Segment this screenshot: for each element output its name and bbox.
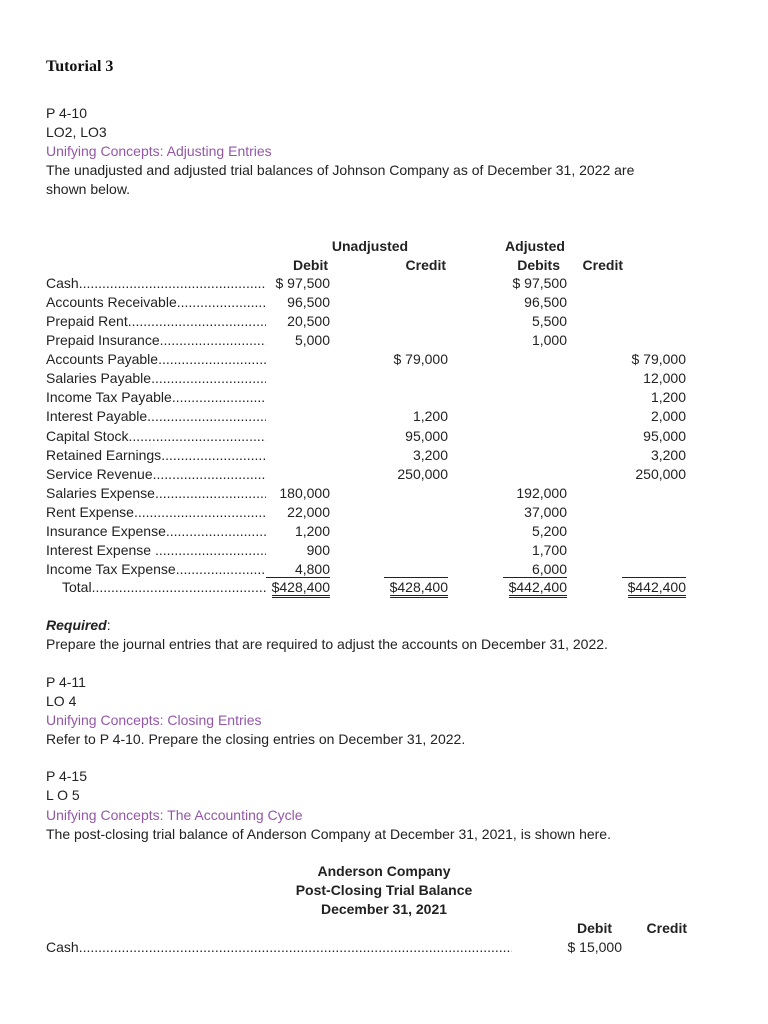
problem-description: The post-closing trial balance of Anderson Company at December 31, 2021, is shown here.	[46, 826, 611, 842]
unadjusted-debit-cell: 1,200	[294, 523, 330, 539]
problem-code: P 4-10	[46, 105, 87, 121]
total-label: Total .....	[46, 578, 266, 597]
header-adjusted-debits: Debits	[517, 257, 560, 273]
unadjusted-debit-cell: 4,800	[294, 561, 330, 577]
header-adjusted-credit: Credit	[582, 257, 623, 273]
adjusted-credit-cell: 12,000	[643, 370, 686, 386]
unadjusted-debit-cell: 20,500	[287, 313, 330, 329]
adjusted-debit-cell: 192,000	[516, 485, 567, 501]
account-label: Cash .....	[46, 274, 266, 293]
unadjusted-debit-cell: 180,000	[279, 485, 330, 501]
adjusted-debit-cell: 5,500	[531, 313, 567, 329]
header-unadjusted-debit: Debit	[293, 257, 328, 273]
account-label: Salaries Expense .....	[46, 484, 266, 503]
problem-topic: Unifying Concepts: The Accounting Cycle	[46, 807, 303, 823]
header-credit: Credit	[646, 920, 687, 936]
adjusted-credit-cell: 1,200	[650, 389, 686, 405]
account-label: Accounts Payable .....	[46, 350, 266, 369]
problem-code: P 4-11	[46, 674, 86, 690]
adjusted-credit-cell: 2,000	[650, 408, 686, 424]
account-label: Prepaid Rent .....	[46, 312, 266, 331]
total-unadjusted-credit: $428,400	[390, 579, 448, 598]
unadjusted-credit-cell: $ 79,000	[393, 351, 448, 367]
account-label: Interest Payable .....	[46, 407, 266, 426]
unadjusted-debit-cell: $ 97,500	[275, 275, 330, 291]
adjusted-debit-cell: 1,000	[531, 332, 567, 348]
account-label: Income Tax Expense .....	[46, 560, 266, 579]
adjusted-credit-cell: 3,200	[650, 447, 686, 463]
adjusted-debit-cell: 1,700	[531, 542, 567, 558]
unadjusted-credit-cell: 95,000	[405, 428, 448, 444]
adjusted-credit-cell: 250,000	[635, 466, 686, 482]
problem-description-line2: shown below.	[46, 181, 131, 197]
adjusted-credit-cell: $ 79,000	[631, 351, 686, 367]
account-label-cash: Cash .....	[46, 938, 512, 957]
total-adjusted-credit: $442,400	[628, 579, 686, 598]
adjusted-debit-cell: $ 97,500	[512, 275, 567, 291]
account-label: Rent Expense .....	[46, 503, 266, 522]
learning-objectives: LO2, LO3	[46, 124, 107, 140]
learning-objectives: LO 4	[46, 693, 77, 709]
account-label: Accounts Receivable .....	[46, 293, 266, 312]
problem-topic: Unifying Concepts: Closing Entries	[46, 712, 262, 728]
unadjusted-debit-cell: 900	[306, 542, 330, 558]
account-label: Salaries Payable .....	[46, 369, 266, 388]
statement-date: December 31, 2021	[320, 901, 448, 917]
total-unadjusted-debit: $428,400	[272, 579, 330, 598]
required-text: Prepare the journal entries that are required to adjust the accounts on December 31, 2022.	[46, 636, 608, 652]
required-heading: Required:	[46, 617, 111, 633]
header-debit: Debit	[577, 920, 612, 936]
page-title: Tutorial 3	[46, 58, 114, 75]
unadjusted-debit-cell: 5,000	[294, 332, 330, 348]
unadjusted-credit-cell: 1,200	[412, 408, 448, 424]
header-unadjusted-credit: Credit	[405, 257, 446, 273]
unadjusted-credit-cell: 3,200	[412, 447, 448, 463]
total-adjusted-debit: $442,400	[509, 579, 567, 598]
problem-topic: Unifying Concepts: Adjusting Entries	[46, 143, 272, 159]
account-label: Capital Stock .....	[46, 427, 266, 446]
problem-description-line1: The unadjusted and adjusted trial balances of Johnson Company as of December 31, 2022 are	[46, 162, 635, 178]
adjusted-debit-cell: 37,000	[524, 504, 567, 520]
account-label: Insurance Expense .....	[46, 522, 266, 541]
unadjusted-debit-cell: 96,500	[287, 294, 330, 310]
account-label: Retained Earnings .....	[46, 446, 266, 465]
problem-code: P 4-15	[46, 768, 87, 784]
adjusted-debit-cell: 5,200	[531, 523, 567, 539]
adjusted-debit-cell: 96,500	[524, 294, 567, 310]
unadjusted-debit-cell: 22,000	[287, 504, 330, 520]
account-label: Income Tax Payable .....	[46, 388, 266, 407]
cash-debit: $ 15,000	[567, 939, 622, 955]
header-adjusted: Adjusted	[505, 238, 565, 254]
unadjusted-credit-cell: 250,000	[397, 466, 448, 482]
account-label: Prepaid Insurance .....	[46, 331, 266, 350]
statement-name: Post-Closing Trial Balance	[295, 882, 473, 898]
company-name: Anderson Company	[317, 863, 451, 879]
problem-description: Refer to P 4-10. Prepare the closing entries on December 31, 2022.	[46, 731, 466, 747]
learning-objectives: L O 5	[46, 787, 80, 803]
adjusted-credit-cell: 95,000	[643, 428, 686, 444]
adjusted-debit-cell: 6,000	[531, 561, 567, 577]
account-label: Interest Expense .....	[46, 541, 266, 560]
account-label: Service Revenue .....	[46, 465, 266, 484]
header-unadjusted: Unadjusted	[331, 238, 409, 254]
